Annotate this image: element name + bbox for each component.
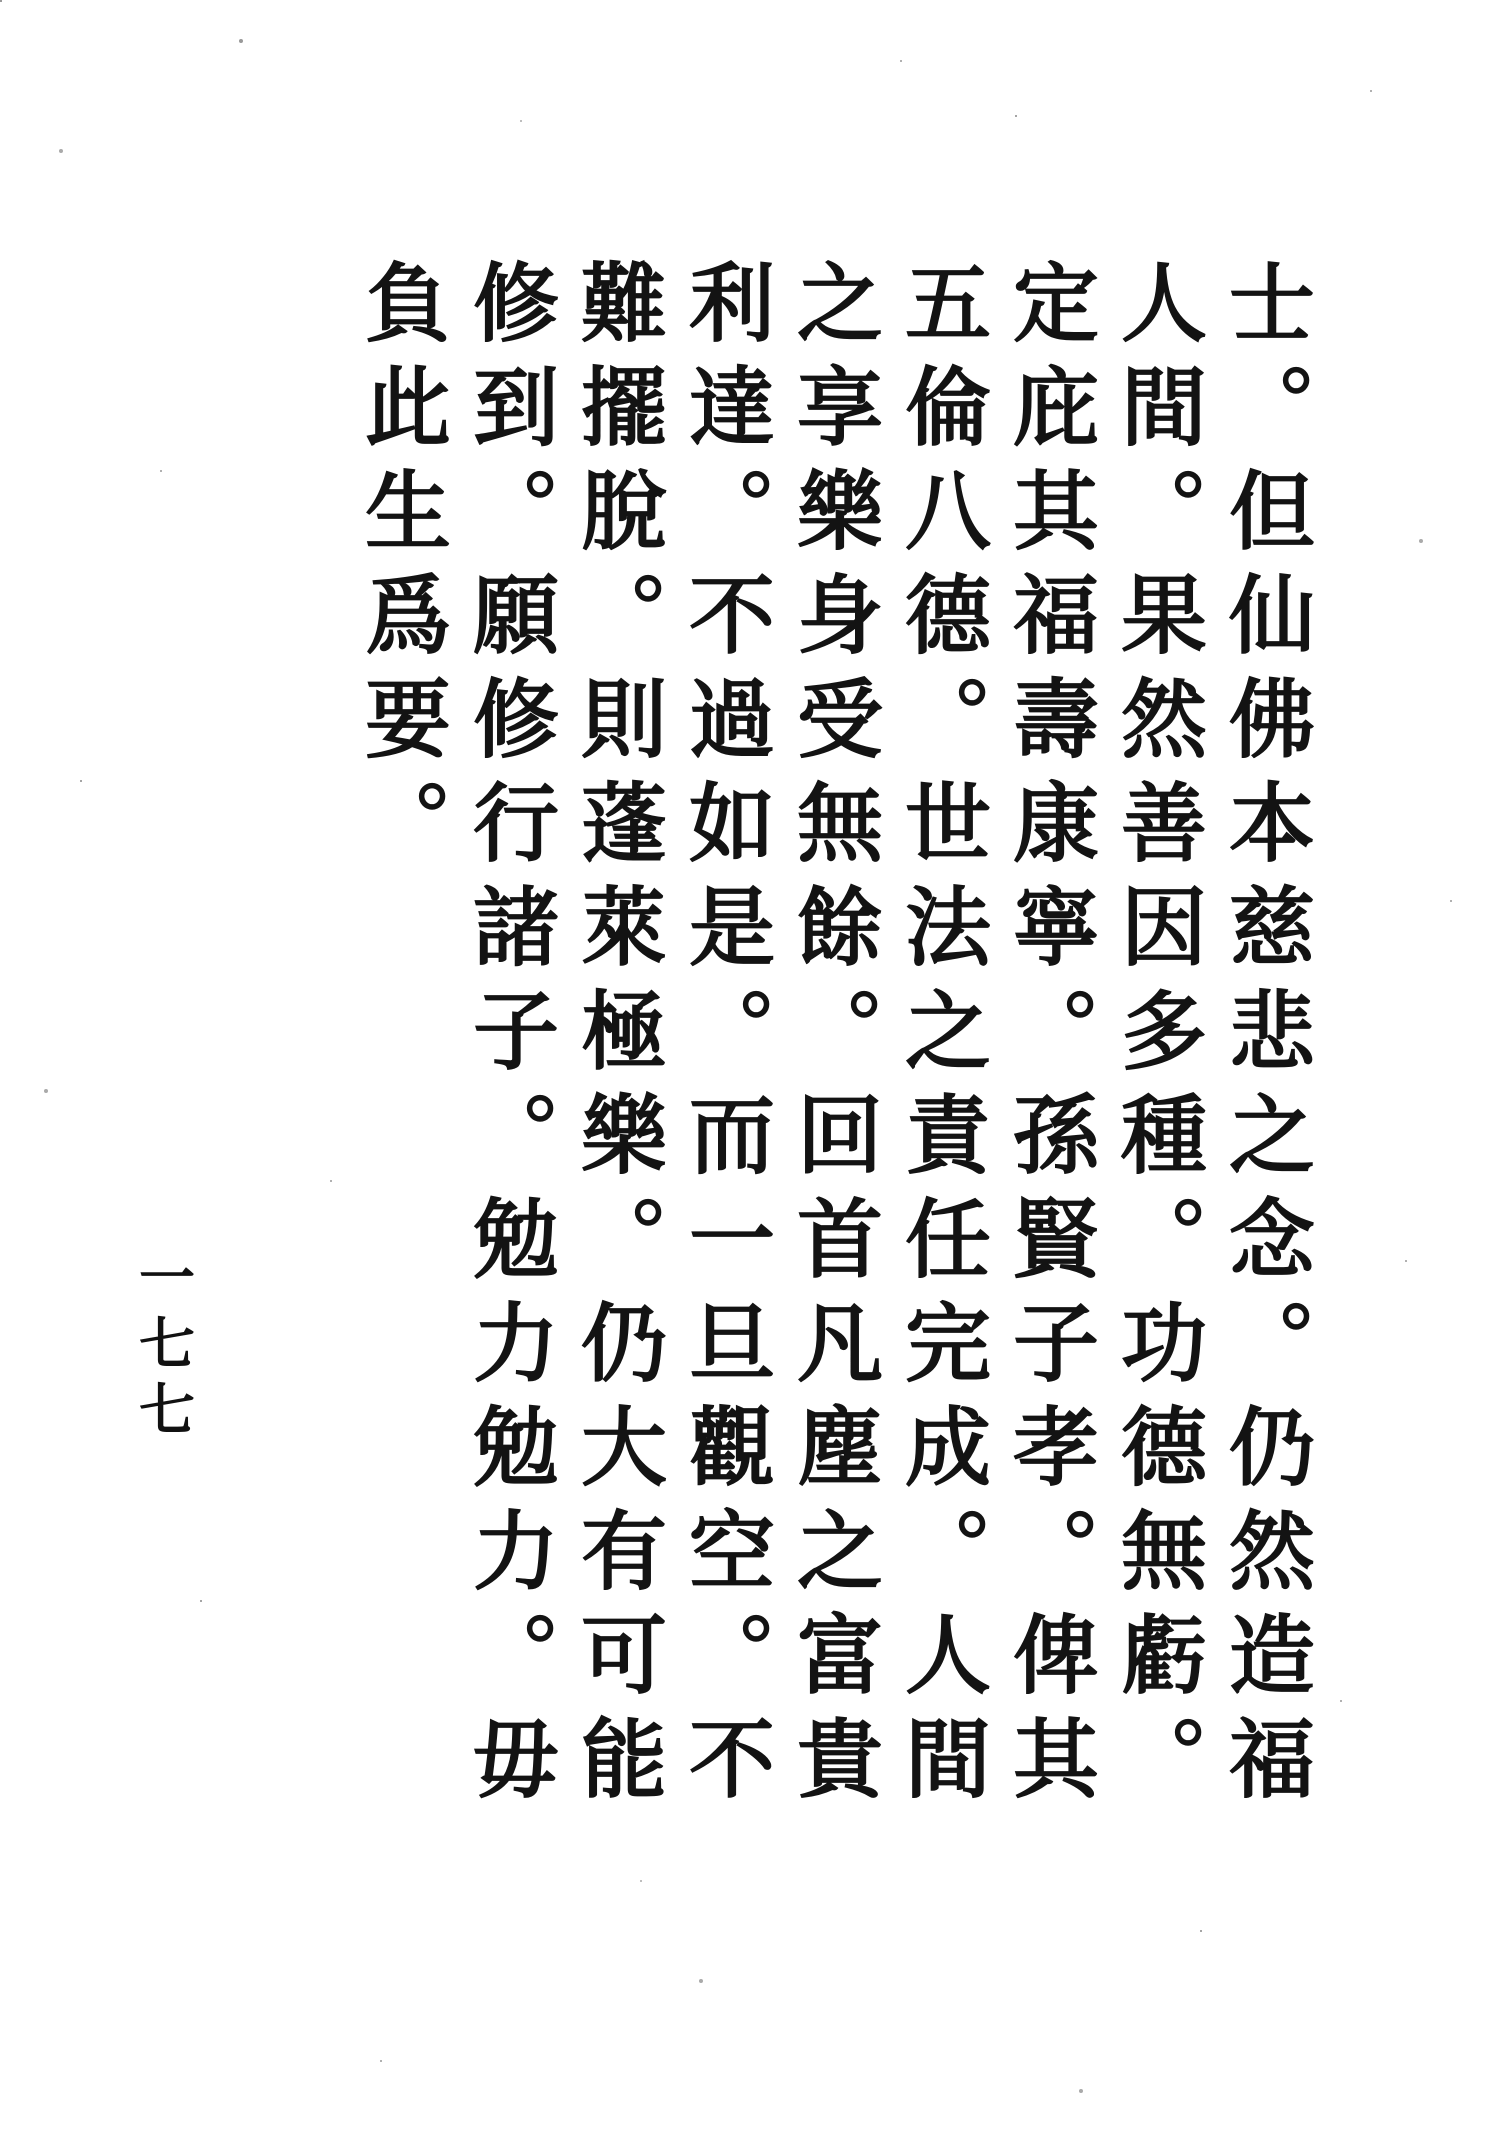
text-column-5: 之享樂身受無餘。回首凡塵之富貴: [782, 258, 883, 1818]
text-column-8: 修到。願修行諸子。勉力勉力。毋: [458, 258, 559, 1818]
text-column-1: 士。但仙佛本慈悲之念。仍然造福: [1214, 258, 1315, 1818]
vertical-text-block: [346, 258, 1318, 1868]
text-column-6: 利達。不過如是。而一旦觀空。不: [674, 258, 775, 1818]
text-column-3: 定庇其福壽康寧。孫賢子孝。俾其: [998, 258, 1099, 1818]
text-column-7: 難擺脫。則蓬萊極樂。仍大有可能: [566, 258, 667, 1818]
page-number: 一七七: [130, 1248, 196, 1446]
text-column-9: 負此生爲要。: [350, 258, 451, 882]
scan-noise-speckles: [0, 0, 2, 2]
text-column-4: 五倫八德。世法之責任完成。人間: [890, 258, 991, 1818]
text-column-2: 人間。果然善因多種。功德無虧。: [1106, 258, 1207, 1818]
